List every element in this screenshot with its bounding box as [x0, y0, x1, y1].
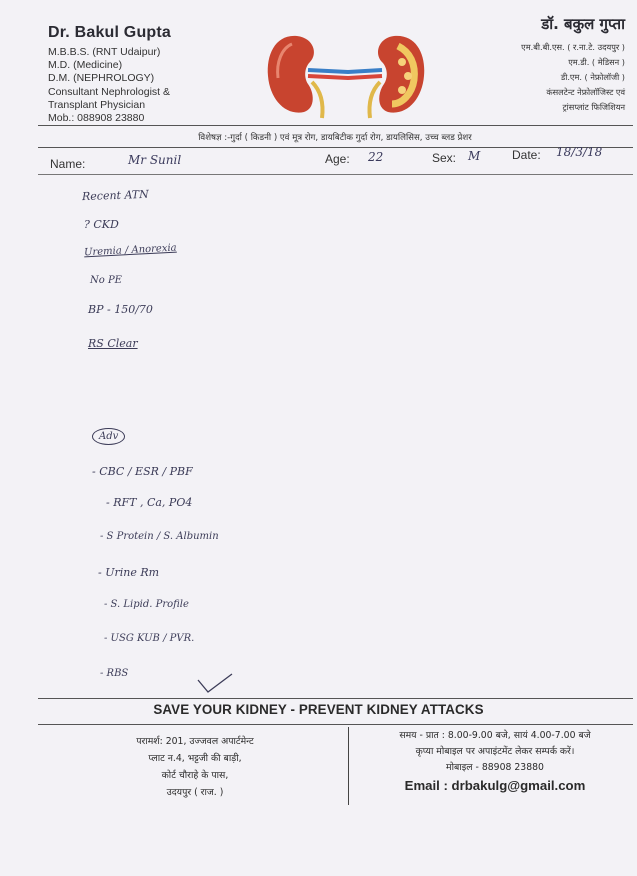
finding-line: RS Clear: [88, 337, 138, 350]
investigation-line: - RFT , Ca, PO4: [106, 496, 193, 509]
footer-top-divider: [38, 698, 633, 699]
credential-line: D.M. (NEPHROLOGY): [48, 72, 155, 85]
mobile-number: Mob.: 088908 23880: [48, 112, 145, 125]
age-value: 22: [368, 150, 384, 164]
credential-line-hi: डी.एम. ( नेफ्रोलॉजी ): [560, 72, 625, 82]
footer-column-divider: [348, 727, 349, 805]
credential-line-hi: एम.डी. ( मेडिसन ): [568, 57, 625, 67]
date-label: Date:: [512, 148, 541, 162]
finding-line: ? CKD: [84, 218, 119, 231]
footer-slogan: SAVE YOUR KIDNEY - PREVENT KIDNEY ATTACKS: [153, 702, 484, 717]
specialty-divider: [38, 147, 633, 148]
age-label: Age:: [325, 152, 350, 166]
investigation-line: - S. Lipid. Profile: [104, 599, 189, 610]
credential-line-hi: एम.बी.बी.एस. ( र.ना.टे. उदयपुर ): [521, 42, 625, 52]
finding-line: Uremia / Anorexia: [83, 242, 177, 259]
timing-line: समय - प्रात : 8.00-9.00 बजे, सायं 4.00-7.00 बजे: [399, 730, 591, 741]
address-line: उदयपुर ( राज. ): [166, 787, 224, 798]
address-line: प्लाट न.4, भट्टजी की बाड़ी,: [148, 753, 242, 764]
name-label: Name:: [50, 157, 86, 171]
sex-label: Sex:: [432, 151, 457, 165]
sex-value: M: [468, 149, 481, 163]
address-line: कोर्ट चौराहे के पास,: [161, 770, 229, 781]
credential-line: M.B.B.S. (RNT Udaipur): [48, 46, 161, 58]
investigation-line: - CBC / ESR / PBF: [92, 465, 193, 478]
investigation-line: - S Protein / S. Albumin: [100, 531, 219, 542]
doctor-name-hi: डॉ. बकुल गुप्ता: [541, 15, 625, 33]
finding-line: Recent ATN: [81, 187, 149, 204]
credential-line: Transplant Physician: [48, 98, 146, 111]
clinic-address: [70, 733, 320, 801]
date-value: 18/3/18: [556, 145, 603, 159]
checkmark-icon: [196, 672, 236, 696]
clinic-timing: [356, 728, 634, 776]
investigation-line: - USG KUB / PVR.: [104, 633, 195, 644]
footer-slogan-divider: [38, 724, 633, 725]
credential-line: Consultant Nephrologist &: [48, 85, 170, 98]
clinic-email: Email : drbakulg@gmail.com: [404, 778, 586, 793]
doctor-name-en: Dr. Bakul Gupta: [48, 24, 172, 41]
patient-name-value: Mr Sunil: [128, 153, 182, 167]
investigation-line: - RBS: [100, 668, 129, 679]
credential-line-hi: कंसलटेन्ट नेफ्रोलॉजिस्ट एवं: [546, 87, 625, 97]
finding-line: No PE: [90, 275, 122, 286]
patient-row-divider: [38, 174, 633, 175]
address-line: परामर्श: 201, उज्जवल अपार्टमेन्ट: [136, 736, 254, 747]
specialty-line: विशेषज्ञ :-गुर्दा ( किडनी ) एवं मूत्र रोग, डायबिटीक गुर्दा रोग, डायलिसिस, उच्च ब्लड प्रेशर: [198, 133, 472, 143]
doctor-block-hi: [425, 14, 625, 115]
doctor-block-en: [48, 24, 258, 125]
credential-line-hi: ट्रांसप्लांट फिजिशियन: [562, 102, 625, 112]
kidney-illustration-icon: [262, 28, 432, 120]
credential-line: M.D. (Medicine): [48, 59, 123, 72]
finding-line: BP - 150/70: [88, 303, 153, 316]
timing-line: मोबाइल - 88908 23880: [446, 762, 544, 773]
timing-line: कृप्या मोबाइल पर अपाइंटमेंट लेकर सम्पर्क करें।: [415, 746, 575, 757]
header-divider: [38, 125, 633, 126]
investigation-line: - Urine Rm: [98, 566, 160, 579]
advice-heading: Adv: [92, 428, 125, 445]
